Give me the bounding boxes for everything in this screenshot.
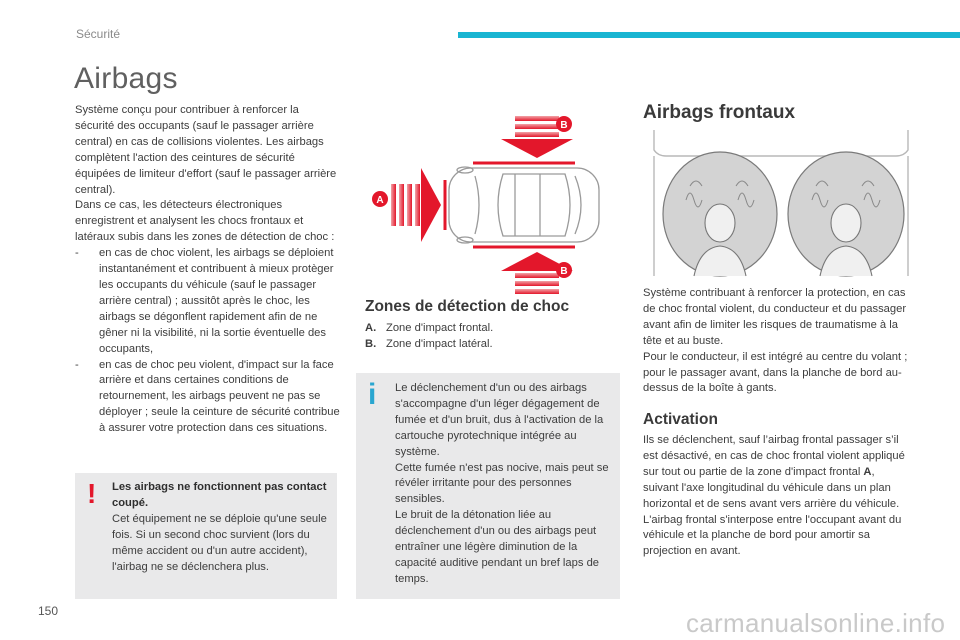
intro-paragraph: Système conçu pour contribuer à renforcer la sécurité des occupants (sauf le passager arrière central) en cas de collisions violentes. Les airbags complètent l'action des ceintures de sécurité équipées de limiteur d'effort (sauf le passager arrière central). [75,104,337,196]
watermark: carmanualsonline.info [686,608,946,638]
warning-text [112,480,328,575]
info-icon: i [368,378,377,411]
section-label: Sécurité [76,27,121,41]
driver-airbag [663,152,777,276]
list-item-text: en cas de choc violent, les airbags se déploient instantanément et contribuent à mieux protèger les occupants du véhicule (sauf le passager arrière central) ; aussitôt après le choc, les airbags se dégonflent rapidement afin de ne gêner ni la visibilité, ni la sortie éventuelle des occupants, [99,247,334,355]
list-dash: - [75,358,79,371]
activation-paragraph: L'airbag frontal s'interpose entre l'occupant avant du véhicule et la planche de bord pour amortir sa projection en avant. [643,513,902,558]
passenger-airbag [788,152,904,276]
activation-text [643,433,909,560]
label-b-bottom: B [560,266,568,277]
info-text [395,381,617,588]
list-item [365,321,615,337]
front-paragraph: Système contribuant à renforcer la protection, en cas de choc frontal violent, du conducteur et du passager avant afin de limiter les risques de traumatisme à la tête et au buste. [643,287,907,347]
warning-body: Cet équipement ne se déploie qu'une seule fois. Si un second choc survient (lors du même accident ou d'un autre accident), l'airbag ne se déclenchera plus. [112,512,327,573]
zones-heading: Zones de détection de choc [365,298,570,315]
zones-list [365,321,615,353]
activation-paragraph [643,433,909,513]
activation-text-part: , suivant l'axe longitudinal du véhicule dans un plan horizontal et de sens avant vers arrière du véhicule. [643,465,900,510]
intro-paragraph: Dans ce cas, les détecteurs électroniques enregistrent et analysent les chocs frontaux et latéraux subis dans les zones de détection de choc : [75,199,335,244]
warning-title: Les airbags ne fonctionnent pas contact coupé. [112,481,327,509]
front-airbags-heading: Airbags frontaux [643,102,796,123]
warning-icon: ! [87,478,97,509]
activation-text-part: Ils se déclenchent, sauf l’airbag frontal passager s’il est désactivé, en cas de choc frontal violent appliqué sur tout ou partie de la zone d'impact frontal [643,434,905,478]
list-item [365,337,615,353]
front-paragraph: Pour le conducteur, il est intégré au centre du volant ; pour le passager avant, dans la planche de bord au-dessus de la boîte à gants. [643,350,908,395]
label-a: A [376,195,384,206]
front-impact-arrow [391,168,441,242]
page-title: Airbags [74,62,178,95]
info-paragraph: Le bruit de la détonation liée au déclenchement d'un ou des airbags peut entraîner une légère diminution de la capacité auditive pendant un bref laps de temps. [395,509,600,585]
page-number: 150 [38,604,59,618]
activation-zone-key: A [863,465,872,478]
front-airbags-illustration [650,126,912,278]
front-airbags-text [643,286,909,397]
activation-heading: Activation [643,411,718,428]
list-dash: - [75,247,79,260]
intro-text [75,103,341,437]
zone-text: Zone d'impact latéral. [386,337,493,350]
header-accent-bar [458,32,960,38]
list-item [75,358,341,438]
info-paragraph: Cette fumée n'est pas nocive, mais peut se révéler irritante pour des personnes sensibles. [395,461,609,506]
list-item-text: en cas de choc peu violent, d'impact sur la face arrière et dans certaines conditions de retournement, les airbags peuvent ne pas se déployer ; seule la ceinture de sécurité contribue à assurer votre protection dans ces situations. [99,358,340,435]
car-top-view [449,167,599,243]
list-item [75,246,341,357]
info-paragraph: Le déclenchement d'un ou des airbags s'accompagne d'un léger dégagement de fumée et d'un bruit, dus à l'activation de la cartouche pyrotechnique intégrée au système. [395,382,604,458]
label-b-top: B [560,120,568,131]
impact-zones-diagram [365,110,615,300]
zone-text: Zone d'impact frontal. [386,322,494,334]
zone-key: A. [365,322,377,334]
zone-key: B. [365,337,377,350]
